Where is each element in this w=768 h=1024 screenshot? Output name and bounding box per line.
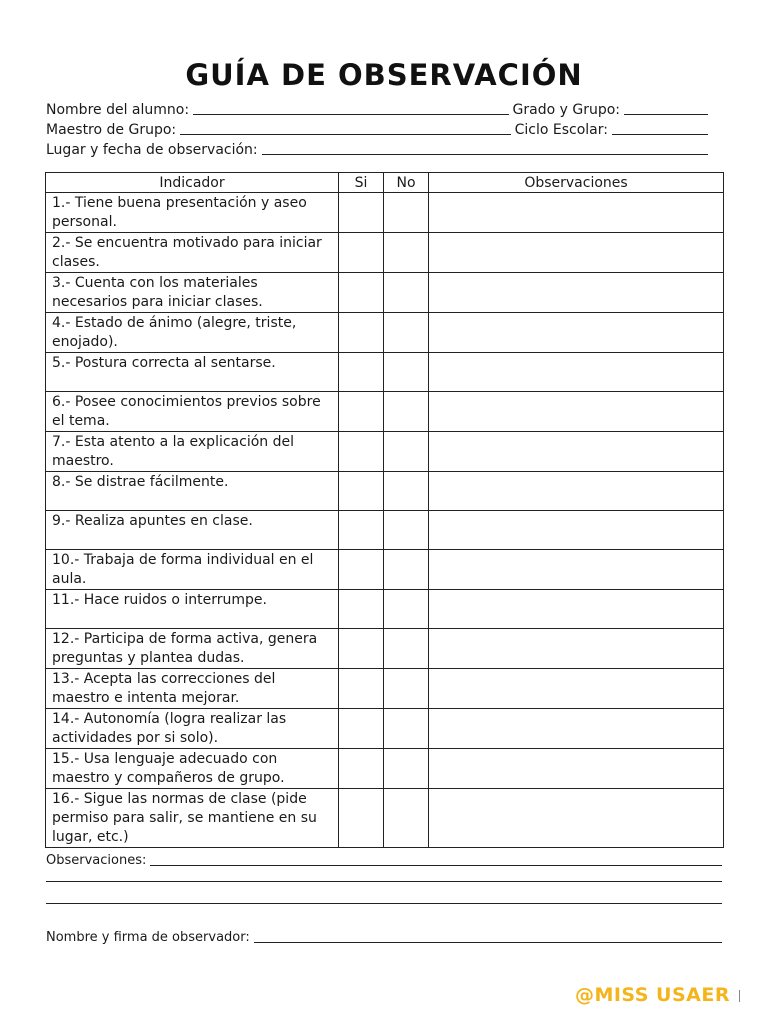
si-cell[interactable] xyxy=(339,550,384,590)
observation-cell[interactable] xyxy=(429,353,724,392)
table-row xyxy=(46,273,724,313)
observations-label: Observaciones: xyxy=(46,853,147,868)
school-cycle-label: Ciclo Escolar: xyxy=(514,122,608,138)
indicator-cell: 6.- Posee conocimientos previos sobre el tema. xyxy=(46,392,339,432)
place-date-field[interactable] xyxy=(262,140,708,155)
no-cell[interactable] xyxy=(384,550,429,590)
si-cell[interactable] xyxy=(339,669,384,709)
no-cell[interactable] xyxy=(384,590,429,629)
student-name-field[interactable] xyxy=(193,100,508,115)
indicator-cell: 2.- Se encuentra motivado para iniciar clases. xyxy=(46,233,339,273)
header-si: Si xyxy=(339,173,384,193)
indicator-cell: 3.- Cuenta con los materiales necesarios para iniciar clases. xyxy=(46,273,339,313)
table-row xyxy=(46,709,724,749)
table-row xyxy=(46,432,724,472)
si-cell[interactable] xyxy=(339,749,384,789)
observer-signature-label: Nombre y firma de observador: xyxy=(46,930,250,945)
observation-cell[interactable] xyxy=(429,233,724,273)
indicator-cell: 4.- Estado de ánimo (alegre, triste, enojado). xyxy=(46,313,339,353)
no-cell[interactable] xyxy=(384,432,429,472)
observation-cell[interactable] xyxy=(429,669,724,709)
no-cell[interactable] xyxy=(384,193,429,233)
no-cell[interactable] xyxy=(384,472,429,511)
si-cell[interactable] xyxy=(339,392,384,432)
si-cell[interactable] xyxy=(339,233,384,273)
si-cell[interactable] xyxy=(339,193,384,233)
table-header-row xyxy=(46,173,724,193)
page-title: GUÍA DE OBSERVACIÓN xyxy=(185,58,583,92)
observation-cell[interactable] xyxy=(429,709,724,749)
table-row xyxy=(46,392,724,432)
no-cell[interactable] xyxy=(384,789,429,848)
si-cell[interactable] xyxy=(339,472,384,511)
header-observaciones: Observaciones xyxy=(429,173,724,193)
si-cell[interactable] xyxy=(339,709,384,749)
observations-line xyxy=(46,850,722,868)
place-date-label: Lugar y fecha de observación: xyxy=(46,142,258,158)
observer-signature-line xyxy=(46,927,722,945)
teacher-label: Maestro de Grupo: xyxy=(46,122,177,138)
observer-signature-field[interactable] xyxy=(254,942,722,943)
observation-cell[interactable] xyxy=(429,432,724,472)
indicator-cell: 13.- Acepta las correcciones del maestro e intenta mejorar. xyxy=(46,669,339,709)
table-row xyxy=(46,511,724,550)
table-row xyxy=(46,193,724,233)
observations-extra-line[interactable] xyxy=(46,881,722,882)
grade-group-label: Grado y Grupo: xyxy=(512,102,620,118)
header-indicador: Indicador xyxy=(46,173,339,193)
no-cell[interactable] xyxy=(384,511,429,550)
brand-divider xyxy=(739,990,740,1002)
si-cell[interactable] xyxy=(339,590,384,629)
table-row xyxy=(46,629,724,669)
observation-cell[interactable] xyxy=(429,193,724,233)
si-cell[interactable] xyxy=(339,273,384,313)
no-cell[interactable] xyxy=(384,709,429,749)
no-cell[interactable] xyxy=(384,233,429,273)
no-cell[interactable] xyxy=(384,273,429,313)
table-row xyxy=(46,789,724,848)
no-cell[interactable] xyxy=(384,313,429,353)
indicator-cell: 1.- Tiene buena presentación y aseo personal. xyxy=(46,193,339,233)
table-row xyxy=(46,313,724,353)
indicator-cell: 16.- Sigue las normas de clase (pide permiso para salir, se mantiene en su lugar, etc.) xyxy=(46,789,339,848)
indicator-cell: 12.- Participa de forma activa, genera preguntas y plantea dudas. xyxy=(46,629,339,669)
observation-cell[interactable] xyxy=(429,749,724,789)
brand-logo: @MISS USAER xyxy=(574,984,730,1006)
observation-cell[interactable] xyxy=(429,789,724,848)
si-cell[interactable] xyxy=(339,313,384,353)
no-cell[interactable] xyxy=(384,392,429,432)
observations-extra-line[interactable] xyxy=(46,903,722,904)
observation-cell[interactable] xyxy=(429,550,724,590)
observation-cell[interactable] xyxy=(429,629,724,669)
observations-field[interactable] xyxy=(150,865,722,866)
table-row xyxy=(46,669,724,709)
teacher-cycle-line xyxy=(46,118,712,138)
student-name-label: Nombre del alumno: xyxy=(46,102,190,118)
indicator-cell: 8.- Se distrae fácilmente. xyxy=(46,472,339,511)
school-cycle-field[interactable] xyxy=(612,120,708,135)
table-row xyxy=(46,353,724,392)
indicator-cell: 14.- Autonomía (logra realizar las actividades por si solo). xyxy=(46,709,339,749)
si-cell[interactable] xyxy=(339,353,384,392)
observation-cell[interactable] xyxy=(429,273,724,313)
observation-cell[interactable] xyxy=(429,590,724,629)
table-row xyxy=(46,749,724,789)
observation-cell[interactable] xyxy=(429,313,724,353)
no-cell[interactable] xyxy=(384,669,429,709)
header-no: No xyxy=(384,173,429,193)
no-cell[interactable] xyxy=(384,749,429,789)
indicator-cell: 15.- Usa lenguaje adecuado con maestro y compañeros de grupo. xyxy=(46,749,339,789)
indicator-cell: 10.- Trabaja de forma individual en el aula. xyxy=(46,550,339,590)
table-row xyxy=(46,233,724,273)
grade-group-field[interactable] xyxy=(624,100,708,115)
table-body xyxy=(46,193,724,848)
si-cell[interactable] xyxy=(339,511,384,550)
observation-cell[interactable] xyxy=(429,392,724,432)
student-grade-line xyxy=(46,98,712,118)
si-cell[interactable] xyxy=(339,789,384,848)
indicator-cell: 7.- Esta atento a la explicación del maestro. xyxy=(46,432,339,472)
table-row xyxy=(46,590,724,629)
indicator-cell: 11.- Hace ruidos o interrumpe. xyxy=(46,590,339,629)
table-row xyxy=(46,472,724,511)
indicator-cell: 9.- Realiza apuntes en clase. xyxy=(46,511,339,550)
si-cell[interactable] xyxy=(339,629,384,669)
si-cell[interactable] xyxy=(339,432,384,472)
no-cell[interactable] xyxy=(384,629,429,669)
observation-table xyxy=(45,172,724,848)
teacher-field[interactable] xyxy=(180,120,511,135)
indicator-cell: 5.- Postura correcta al sentarse. xyxy=(46,353,339,392)
place-date-line xyxy=(46,138,712,158)
observation-cell[interactable] xyxy=(429,511,724,550)
table-row xyxy=(46,550,724,590)
no-cell[interactable] xyxy=(384,353,429,392)
observation-cell[interactable] xyxy=(429,472,724,511)
